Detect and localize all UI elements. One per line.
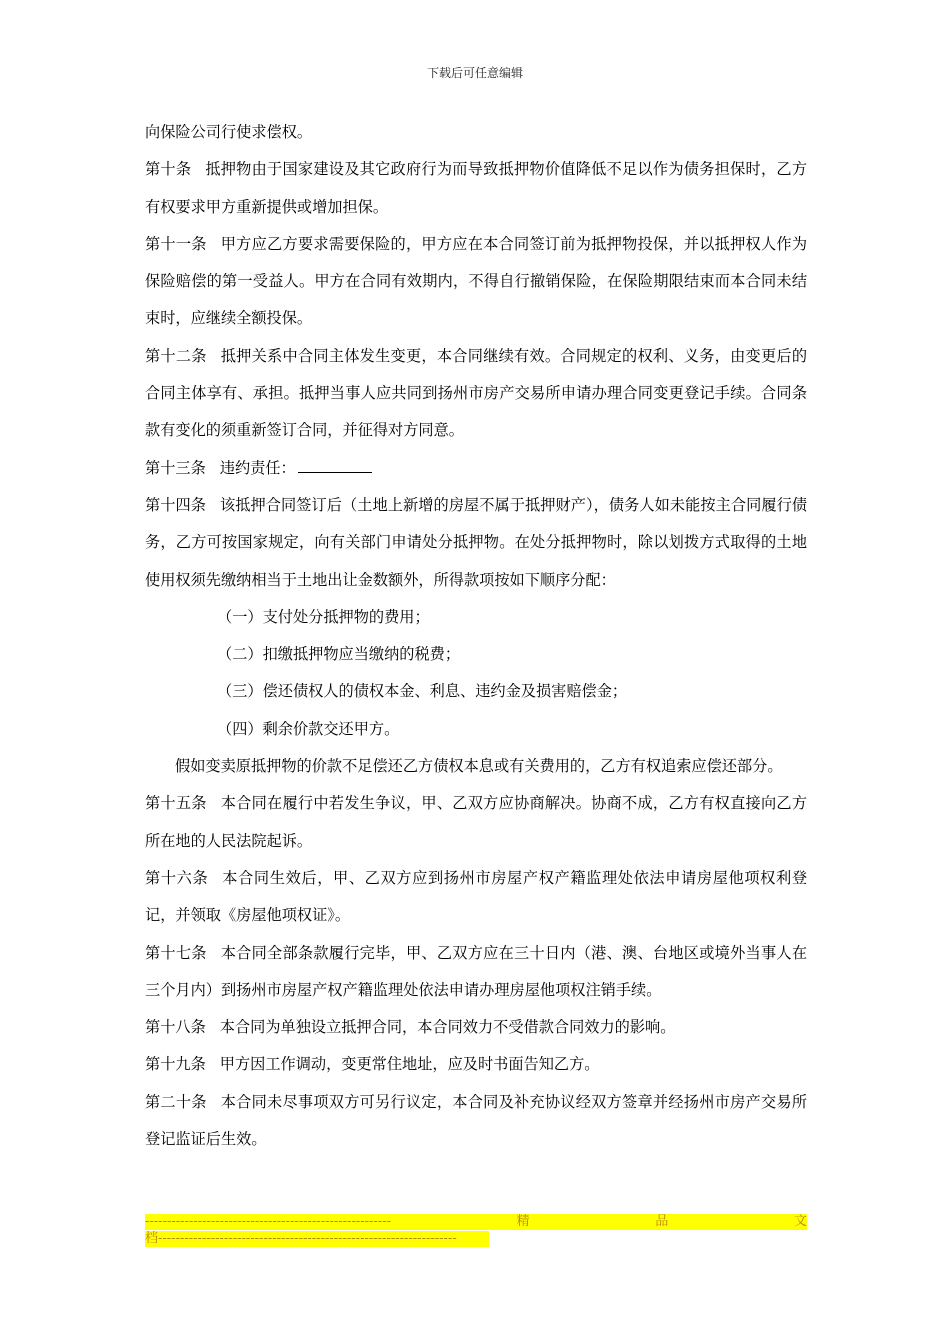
article-number: 第二十条 [145, 1092, 207, 1111]
article-16 [145, 860, 807, 935]
list-item: （二）扣缴抵押物应当缴纳的税费； [217, 645, 460, 664]
article-number: 第十二条 [145, 346, 207, 365]
article-number: 第十一条 [145, 234, 207, 253]
note-paragraph: 假如变卖原抵押物的价款不足偿还乙方债权本息或有关费用的，乙方有权追索应偿还部分。 [175, 757, 783, 776]
article-number: 第十三条 [145, 458, 206, 477]
article-text: 甲方应乙方要求需要保险的，甲方应在本合同签订前为抵押物投保，并以抵押权人作为保险赔偿的第一受益人。甲方在合同有效期内，不得自行撤销保险，在保险期限结束而本合同未结束时，应继续全额投保。 [145, 234, 808, 328]
footer-banner [145, 1214, 807, 1230]
article-number: 第十八条 [145, 1018, 206, 1037]
footer-banner-line2 [145, 1231, 489, 1247]
article-11 [145, 226, 807, 338]
article-number: 第十条 [145, 160, 192, 179]
article-number: 第十五条 [145, 794, 207, 813]
article-20 [145, 1084, 807, 1159]
paragraph-continuation [145, 114, 807, 151]
article-number: 第十九条 [145, 1055, 206, 1074]
article-text: 本合同未尽事项双方可另行议定，本合同及补充协议经双方签章并经扬州市房产交易所登记监证后生效。 [145, 1092, 808, 1149]
paragraph-text: 向保险公司行使求偿权。 [145, 123, 313, 141]
page-header: 下载后可任意编辑 [426, 66, 523, 80]
article-14 [145, 487, 807, 599]
article-text: 抵押物由于国家建设及其它政府行为而导致抵押物价值降低不足以作为债务担保时，乙方有权要求甲方重新提供或增加担保。 [145, 160, 808, 216]
footer-char: 文 [793, 1214, 807, 1229]
article-text: 甲方因工作调动，变更常住地址，应及时书面告知乙方。 [219, 1055, 600, 1074]
article-text: 违约责任： [219, 458, 296, 477]
article-18 [145, 1009, 807, 1046]
footer-dashes: -------------------------------------------------------------------- [158, 1231, 457, 1246]
article-13 [145, 450, 807, 487]
list-item: （四）剩余价款交还甲方。 [217, 719, 400, 738]
article-17 [145, 935, 807, 1010]
fill-in-blank[interactable] [298, 458, 372, 473]
article-text: 本合同全部条款履行完毕，甲、乙双方应在三十日内（港、澳、台地区或境外当事人在三个月内）到扬州市房屋产权产籍监理处依法申请办理房屋他项权注销手续。 [145, 943, 808, 999]
list-item: （一）支付处分抵押物的费用； [217, 607, 430, 626]
article-text: 抵押关系中合同主体发生变更，本合同继续有效。合同规定的权利、义务，由变更后的合同主体享有、承担。抵押当事人应共同到扬州市房产交易所申请办理合同变更登记手续。合同条款有变化的须重新签订合同，并征得对方同意。 [145, 346, 808, 440]
article-15 [145, 785, 807, 860]
article-12 [145, 338, 807, 450]
article-text: 该抵押合同签订后（土地上新增的房屋不属于抵押财产），债务人如未能按主合同履行债务，乙方可按国家规定，向有关部门申请处分抵押物。在处分抵押物时，除以划拨方式取得的土地使用权须先缴纳相当于土地出让金数额外，所得款项按如下顺序分配： [145, 495, 808, 589]
article-10 [145, 151, 807, 226]
footer-char: 精 [516, 1214, 530, 1229]
list-item: （三）偿还债权人的债权本金、利息、违约金及损害赔偿金； [217, 682, 628, 701]
article-number: 第十七条 [145, 943, 207, 962]
footer-dashes: -------------------------------------------------------- [145, 1214, 391, 1229]
article-number: 第十四条 [145, 495, 206, 514]
article-19 [145, 1046, 807, 1083]
footer-char: 品 [655, 1214, 669, 1229]
article-text: 本合同生效后，甲、乙双方应到扬州市房屋产权产籍监理处依法申请房屋他项权利登记，并领取《房屋他项权证》。 [145, 868, 807, 925]
article-number: 第十六条 [145, 868, 209, 887]
article-text: 本合同为单独设立抵押合同，本合同效力不受借款合同效力的影响。 [219, 1018, 676, 1037]
article-text: 本合同在履行中若发生争议，甲、乙双方应协商解决。协商不成，乙方有权直接向乙方所在地的人民法院起诉。 [145, 794, 808, 850]
document-body [145, 114, 807, 1158]
footer-char: 档 [145, 1231, 159, 1246]
